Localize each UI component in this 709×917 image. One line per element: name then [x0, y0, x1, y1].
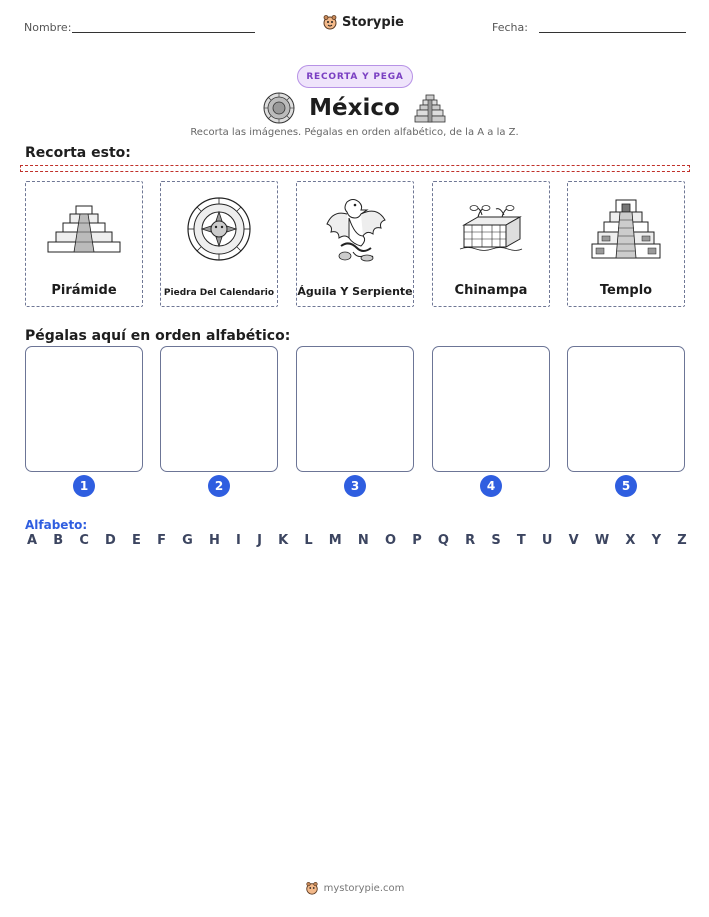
pyramid-icon: [414, 92, 446, 124]
alphabet-letter: O: [384, 533, 397, 548]
alphabet-letter: G: [182, 533, 193, 548]
alphabet-letter: S: [491, 533, 501, 548]
cut-card-piramide[interactable]: [25, 181, 143, 307]
paste-slot-1[interactable]: [25, 346, 143, 472]
page-title: México: [309, 95, 400, 121]
cut-card-aguila-y-serpiente[interactable]: [296, 181, 414, 307]
alphabet-letter: T: [516, 533, 526, 548]
card-label: Pirámide: [51, 283, 117, 298]
alphabet-row: [27, 533, 687, 548]
eagle-serpent-icon: [323, 196, 387, 262]
instructions: Recorta las imágenes. Pégalas en orden alfabético, de la A a la Z.: [190, 127, 519, 138]
footer-url[interactable]: mystorypie.com: [323, 882, 405, 894]
brand-name: Storypie: [342, 14, 404, 30]
alphabet-letter: Y: [651, 533, 662, 548]
alphabet-letter: K: [278, 533, 289, 548]
alphabet-letter: X: [625, 533, 636, 548]
alphabet-letter: B: [53, 533, 64, 548]
alphabet-letter: F: [157, 533, 166, 548]
alphabet-letter: L: [304, 533, 313, 548]
cut-card-templo[interactable]: [567, 181, 685, 307]
brand-logo: [322, 14, 404, 30]
card-label: Piedra Del Calendario: [163, 288, 275, 298]
alphabet-letter: Q: [437, 533, 449, 548]
alphabet-letter: I: [236, 533, 241, 548]
alphabet-letter: A: [27, 533, 38, 548]
alphabet-letter: M: [328, 533, 342, 548]
paste-section-title: Pégalas aquí en orden alfabético:: [25, 328, 291, 344]
paste-slot-4[interactable]: [432, 346, 550, 472]
alphabet-letter: V: [568, 533, 579, 548]
alphabet-letter: Z: [677, 533, 687, 548]
cut-card-piedra-del-calendario[interactable]: [160, 181, 278, 307]
alphabet-letter: J: [257, 533, 262, 548]
cut-card-chinampa[interactable]: [432, 181, 550, 307]
name-field[interactable]: [72, 32, 255, 33]
alphabet-letter: P: [412, 533, 422, 548]
alphabet-title: Alfabeto:: [25, 518, 88, 532]
card-label: Chinampa: [454, 283, 528, 298]
chinampa-icon: [458, 203, 524, 255]
date-label: Fecha:: [492, 21, 528, 34]
paste-slot-5[interactable]: [567, 346, 685, 472]
date-field[interactable]: [539, 32, 686, 33]
alphabet-letter: W: [594, 533, 610, 548]
paste-slot-2[interactable]: [160, 346, 278, 472]
slot-number-5: 5: [615, 475, 637, 497]
card-label: Águila Y Serpiente: [297, 285, 413, 298]
alphabet-letter: U: [541, 533, 553, 548]
slot-number-2: 2: [208, 475, 230, 497]
alphabet-letter: E: [132, 533, 141, 548]
slot-number-4: 4: [480, 475, 502, 497]
cut-section-title: Recorta esto:: [25, 145, 131, 161]
activity-badge: RECORTA Y PEGA: [297, 65, 413, 88]
name-label: Nombre:: [24, 21, 72, 34]
storypie-mascot-icon: [322, 14, 338, 30]
paste-slot-3[interactable]: [296, 346, 414, 472]
calendar-stone-icon: [263, 92, 295, 124]
footer: [0, 881, 709, 895]
alphabet-letter: H: [208, 533, 220, 548]
alphabet-letter: R: [465, 533, 476, 548]
calendar-stone-icon: [186, 196, 252, 262]
alphabet-letter: N: [357, 533, 369, 548]
storypie-mascot-icon: [305, 881, 319, 895]
cut-line: [20, 165, 690, 172]
pyramid-icon: [46, 203, 122, 255]
page-title-row: [0, 92, 709, 128]
slot-number-1: 1: [73, 475, 95, 497]
slot-number-3: 3: [344, 475, 366, 497]
card-label: Templo: [599, 283, 653, 298]
alphabet-letter: C: [79, 533, 89, 548]
alphabet-letter: D: [105, 533, 116, 548]
temple-icon: [590, 198, 662, 260]
